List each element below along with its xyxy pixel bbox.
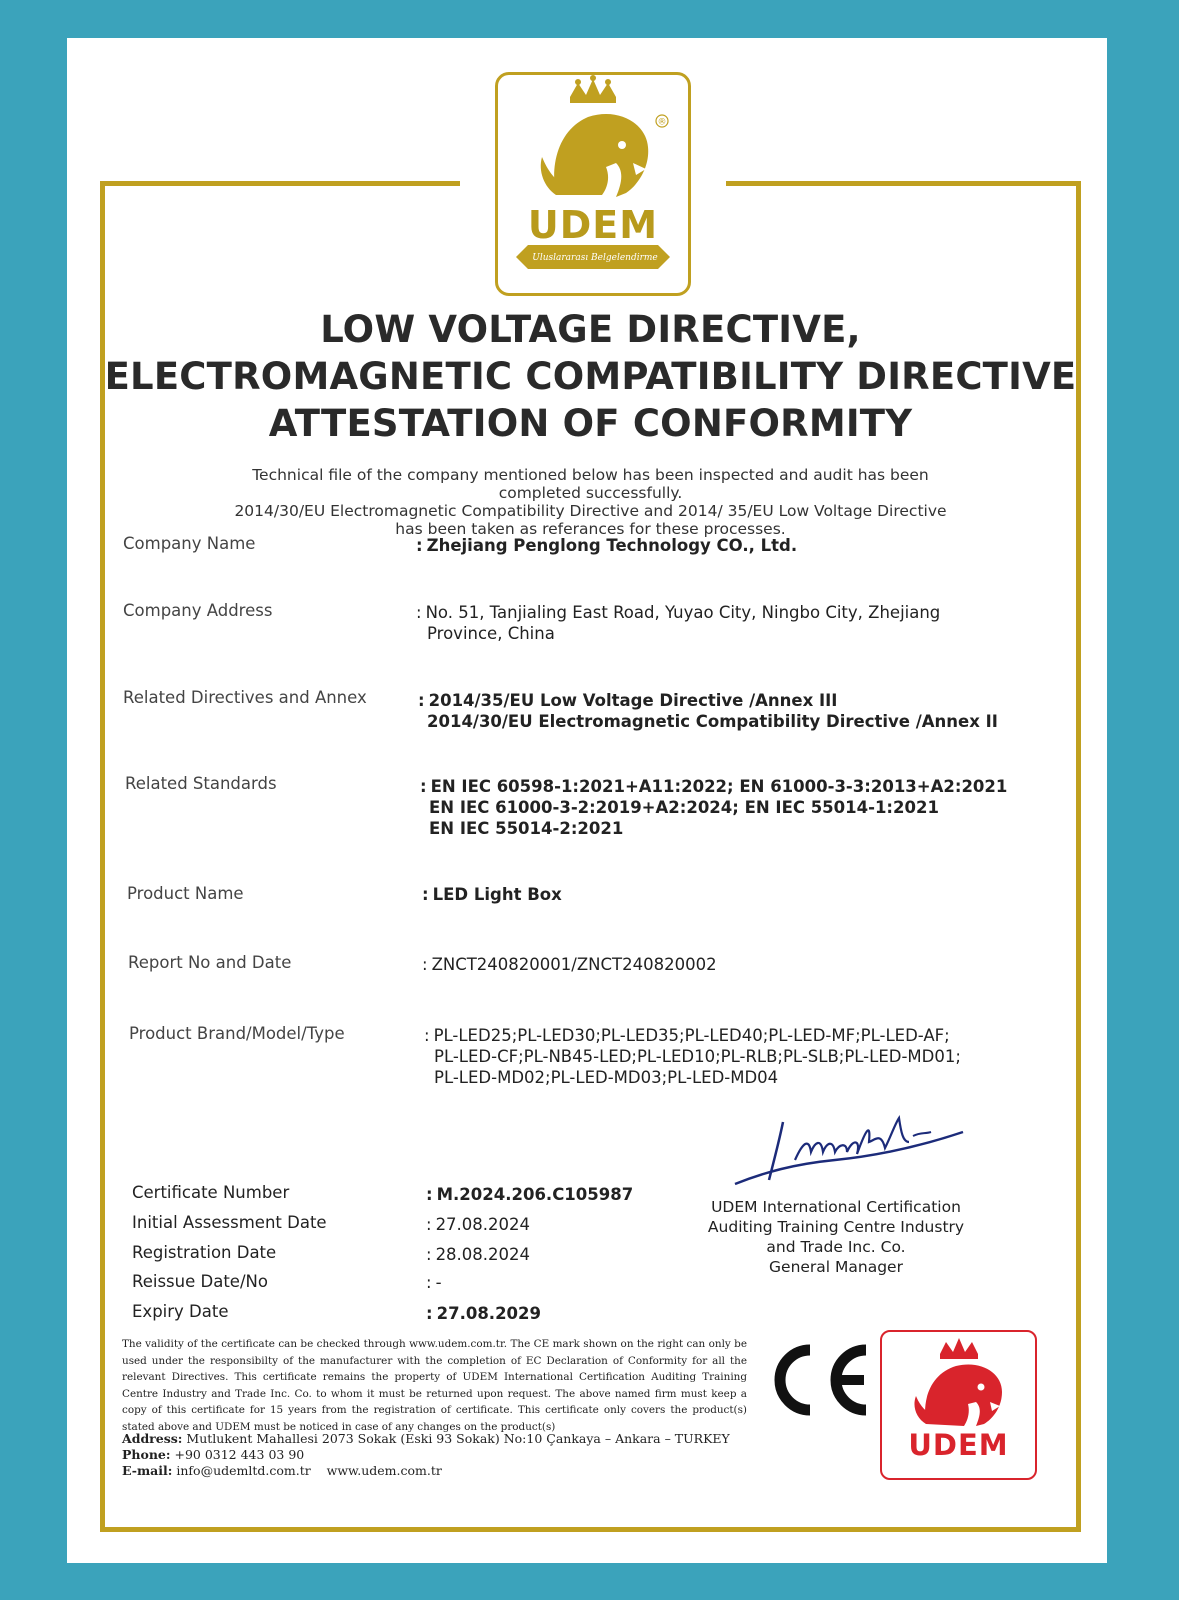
report-value: : ZNCT240820001/ZNCT240820002 xyxy=(422,955,717,974)
signatory-caption xyxy=(700,1197,972,1277)
phone-text: +90 0312 443 03 90 xyxy=(174,1447,305,1462)
address-label: Address: xyxy=(122,1431,183,1446)
expiry-value: : 27.08.2029 xyxy=(426,1304,541,1323)
udem-logo-red xyxy=(880,1330,1037,1480)
title-line-3: ATTESTATION OF CONFORMITY xyxy=(268,402,913,445)
email-label: E-mail: xyxy=(122,1463,173,1478)
standards-label: Related Standards xyxy=(125,774,277,793)
website-link[interactable]: www.udem.com.tr xyxy=(326,1463,442,1478)
page-title xyxy=(100,306,1081,447)
directives-line-2: 2014/30/EU Electromagnetic Compatibility Directive /Annex II xyxy=(427,712,998,731)
expiry-text: 27.08.2029 xyxy=(436,1304,541,1323)
initial-assessment-label: Initial Assessment Date xyxy=(132,1213,327,1232)
standards-line-2: EN IEC 61000-3-2:2019+A2:2024; EN IEC 55014-1:2021 xyxy=(429,798,939,817)
registration-date-value: : 28.08.2024 xyxy=(426,1245,531,1264)
company-address-line-1: No. 51, Tanjialing East Road, Yuyao City, Ningbo City, Zhejiang xyxy=(425,603,941,622)
company-name-text: Zhejiang Penglong Technology CO., Ltd. xyxy=(426,536,798,555)
certificate-number-value: : M.2024.206.C105987 xyxy=(426,1185,634,1204)
initial-assessment-value: : 27.08.2024 xyxy=(426,1215,531,1234)
models-line-3: PL-LED-MD02;PL-LED-MD03;PL-LED-MD04 xyxy=(434,1068,779,1087)
intro-line-3: 2014/30/EU Electromagnetic Compatibility Directive and 2014/ 35/EU Low Voltage Directive xyxy=(234,502,947,520)
title-line-1: LOW VOLTAGE DIRECTIVE, xyxy=(320,308,861,351)
ce-mark-icon xyxy=(762,1340,874,1424)
product-name-label: Product Name xyxy=(127,884,244,903)
models-label: Product Brand/Model/Type xyxy=(129,1024,345,1043)
company-address-value: : No. 51, Tanjialing East Road, Yuyao City, Ningbo City, Zhejiang Province, China xyxy=(416,603,941,643)
registration-date-label: Registration Date xyxy=(132,1243,277,1262)
phone-label: Phone: xyxy=(122,1447,171,1462)
contact-block xyxy=(122,1431,802,1479)
initial-assessment-text: 27.08.2024 xyxy=(435,1215,531,1234)
registered-mark: ® xyxy=(657,117,667,128)
report-label: Report No and Date xyxy=(128,953,292,972)
company-address-line-2: Province, China xyxy=(427,624,555,643)
directives-value: : 2014/35/EU Low Voltage Directive /Annex III 2014/30/EU Electromagnetic Compatibility Directive /Annex II xyxy=(418,691,998,731)
models-value: : PL-LED25;PL-LED30;PL-LED35;PL-LED40;PL-LED-MF;PL-LED-AF; PL-LED-CF;PL-NB45-LED;PL-LED10;PL-RLB;PL-SLB;PL-LED-MD01; PL-LED-MD02;PL-LED-MD03;PL-LED-MD04 xyxy=(424,1026,961,1087)
intro-line-1: Technical file of the company mentioned below has been inspected and audit has been xyxy=(252,466,929,484)
signatory-line-2: Auditing Training Centre Industry xyxy=(707,1218,965,1236)
expiry-label: Expiry Date xyxy=(132,1302,229,1321)
title-line-2: ELECTROMAGNETIC COMPATIBILITY DIRECTIVE xyxy=(104,355,1077,398)
report-text: ZNCT240820001/ZNCT240820002 xyxy=(431,955,717,974)
reissue-value: : - xyxy=(426,1273,442,1292)
directives-label: Related Directives and Annex xyxy=(123,688,367,707)
udem-logo-gold xyxy=(495,72,691,296)
email-link[interactable]: info@udemltd.com.tr xyxy=(176,1463,311,1478)
validity-fineprint: The validity of the certificate can be checked through www.udem.com.tr. The CE mark shown on the right can only be used under the responsibilty of the manufacturer with the completion of EC Declaration of Conformity for all the relevant Directives. This certificate remains the property of UDEM International Certification Auditing Training Centre Industry and Trade Inc. Co. to whom it must be returned upon request. The above named firm must keep a copy of this certificate for 15 years from the registration of certificate. This certificate only covers the product(s) stated above and UDEM must be noticed in case of any changes on the product(s) xyxy=(122,1338,747,1433)
company-address-label: Company Address xyxy=(123,601,273,620)
company-name-value: : Zhejiang Penglong Technology CO., Ltd. xyxy=(416,536,798,555)
standards-value: : EN IEC 60598-1:2021+A11:2022; EN 61000-3-3:2013+A2:2021 EN IEC 61000-3-2:2019+A2:2024; EN IEC 55014-1:2021 EN IEC 55014-2:2021 xyxy=(420,777,1008,838)
signature xyxy=(725,1102,975,1201)
intro-text xyxy=(120,466,1061,538)
intro-line-4: has been taken as referances for these processes. xyxy=(395,520,786,538)
reissue-text: - xyxy=(435,1273,442,1292)
logo-red-brand-text: UDEM xyxy=(908,1428,1009,1462)
signatory-line-1: UDEM International Certification xyxy=(711,1198,961,1216)
product-name-text: LED Light Box xyxy=(432,885,562,904)
gold-frame-top-left xyxy=(100,181,460,186)
gold-frame-top-right xyxy=(726,181,1081,186)
logo-brand-text: UDEM xyxy=(527,203,659,247)
certificate-number-text: M.2024.206.C105987 xyxy=(436,1185,634,1204)
models-line-2: PL-LED-CF;PL-NB45-LED;PL-LED10;PL-RLB;PL-SLB;PL-LED-MD01; xyxy=(434,1047,961,1066)
reissue-label: Reissue Date/No xyxy=(132,1272,268,1291)
standards-line-3: EN IEC 55014-2:2021 xyxy=(429,819,624,838)
signatory-line-3: and Trade Inc. Co. xyxy=(766,1238,906,1256)
signatory-line-4: General Manager xyxy=(769,1258,903,1276)
company-name-label: Company Name xyxy=(123,534,256,553)
intro-line-2: completed successfully. xyxy=(498,484,683,502)
directives-line-1: 2014/35/EU Low Voltage Directive /Annex III xyxy=(428,691,838,710)
product-name-value: : LED Light Box xyxy=(422,885,562,904)
registration-date-text: 28.08.2024 xyxy=(435,1245,531,1264)
address-text: Mutlukent Mahallesi 2073 Sokak (Eski 93 Sokak) No:10 Çankaya – Ankara – TURKEY xyxy=(186,1431,730,1446)
models-line-1: PL-LED25;PL-LED30;PL-LED35;PL-LED40;PL-LED-MF;PL-LED-AF; xyxy=(433,1026,950,1045)
certificate-number-label: Certificate Number xyxy=(132,1183,290,1202)
gold-frame-bottom xyxy=(100,1527,1081,1532)
standards-line-1: EN IEC 60598-1:2021+A11:2022; EN 61000-3-3:2013+A2:2021 xyxy=(430,777,1008,796)
logo-ribbon-text: Uluslararası Belgelendirme xyxy=(532,253,658,263)
